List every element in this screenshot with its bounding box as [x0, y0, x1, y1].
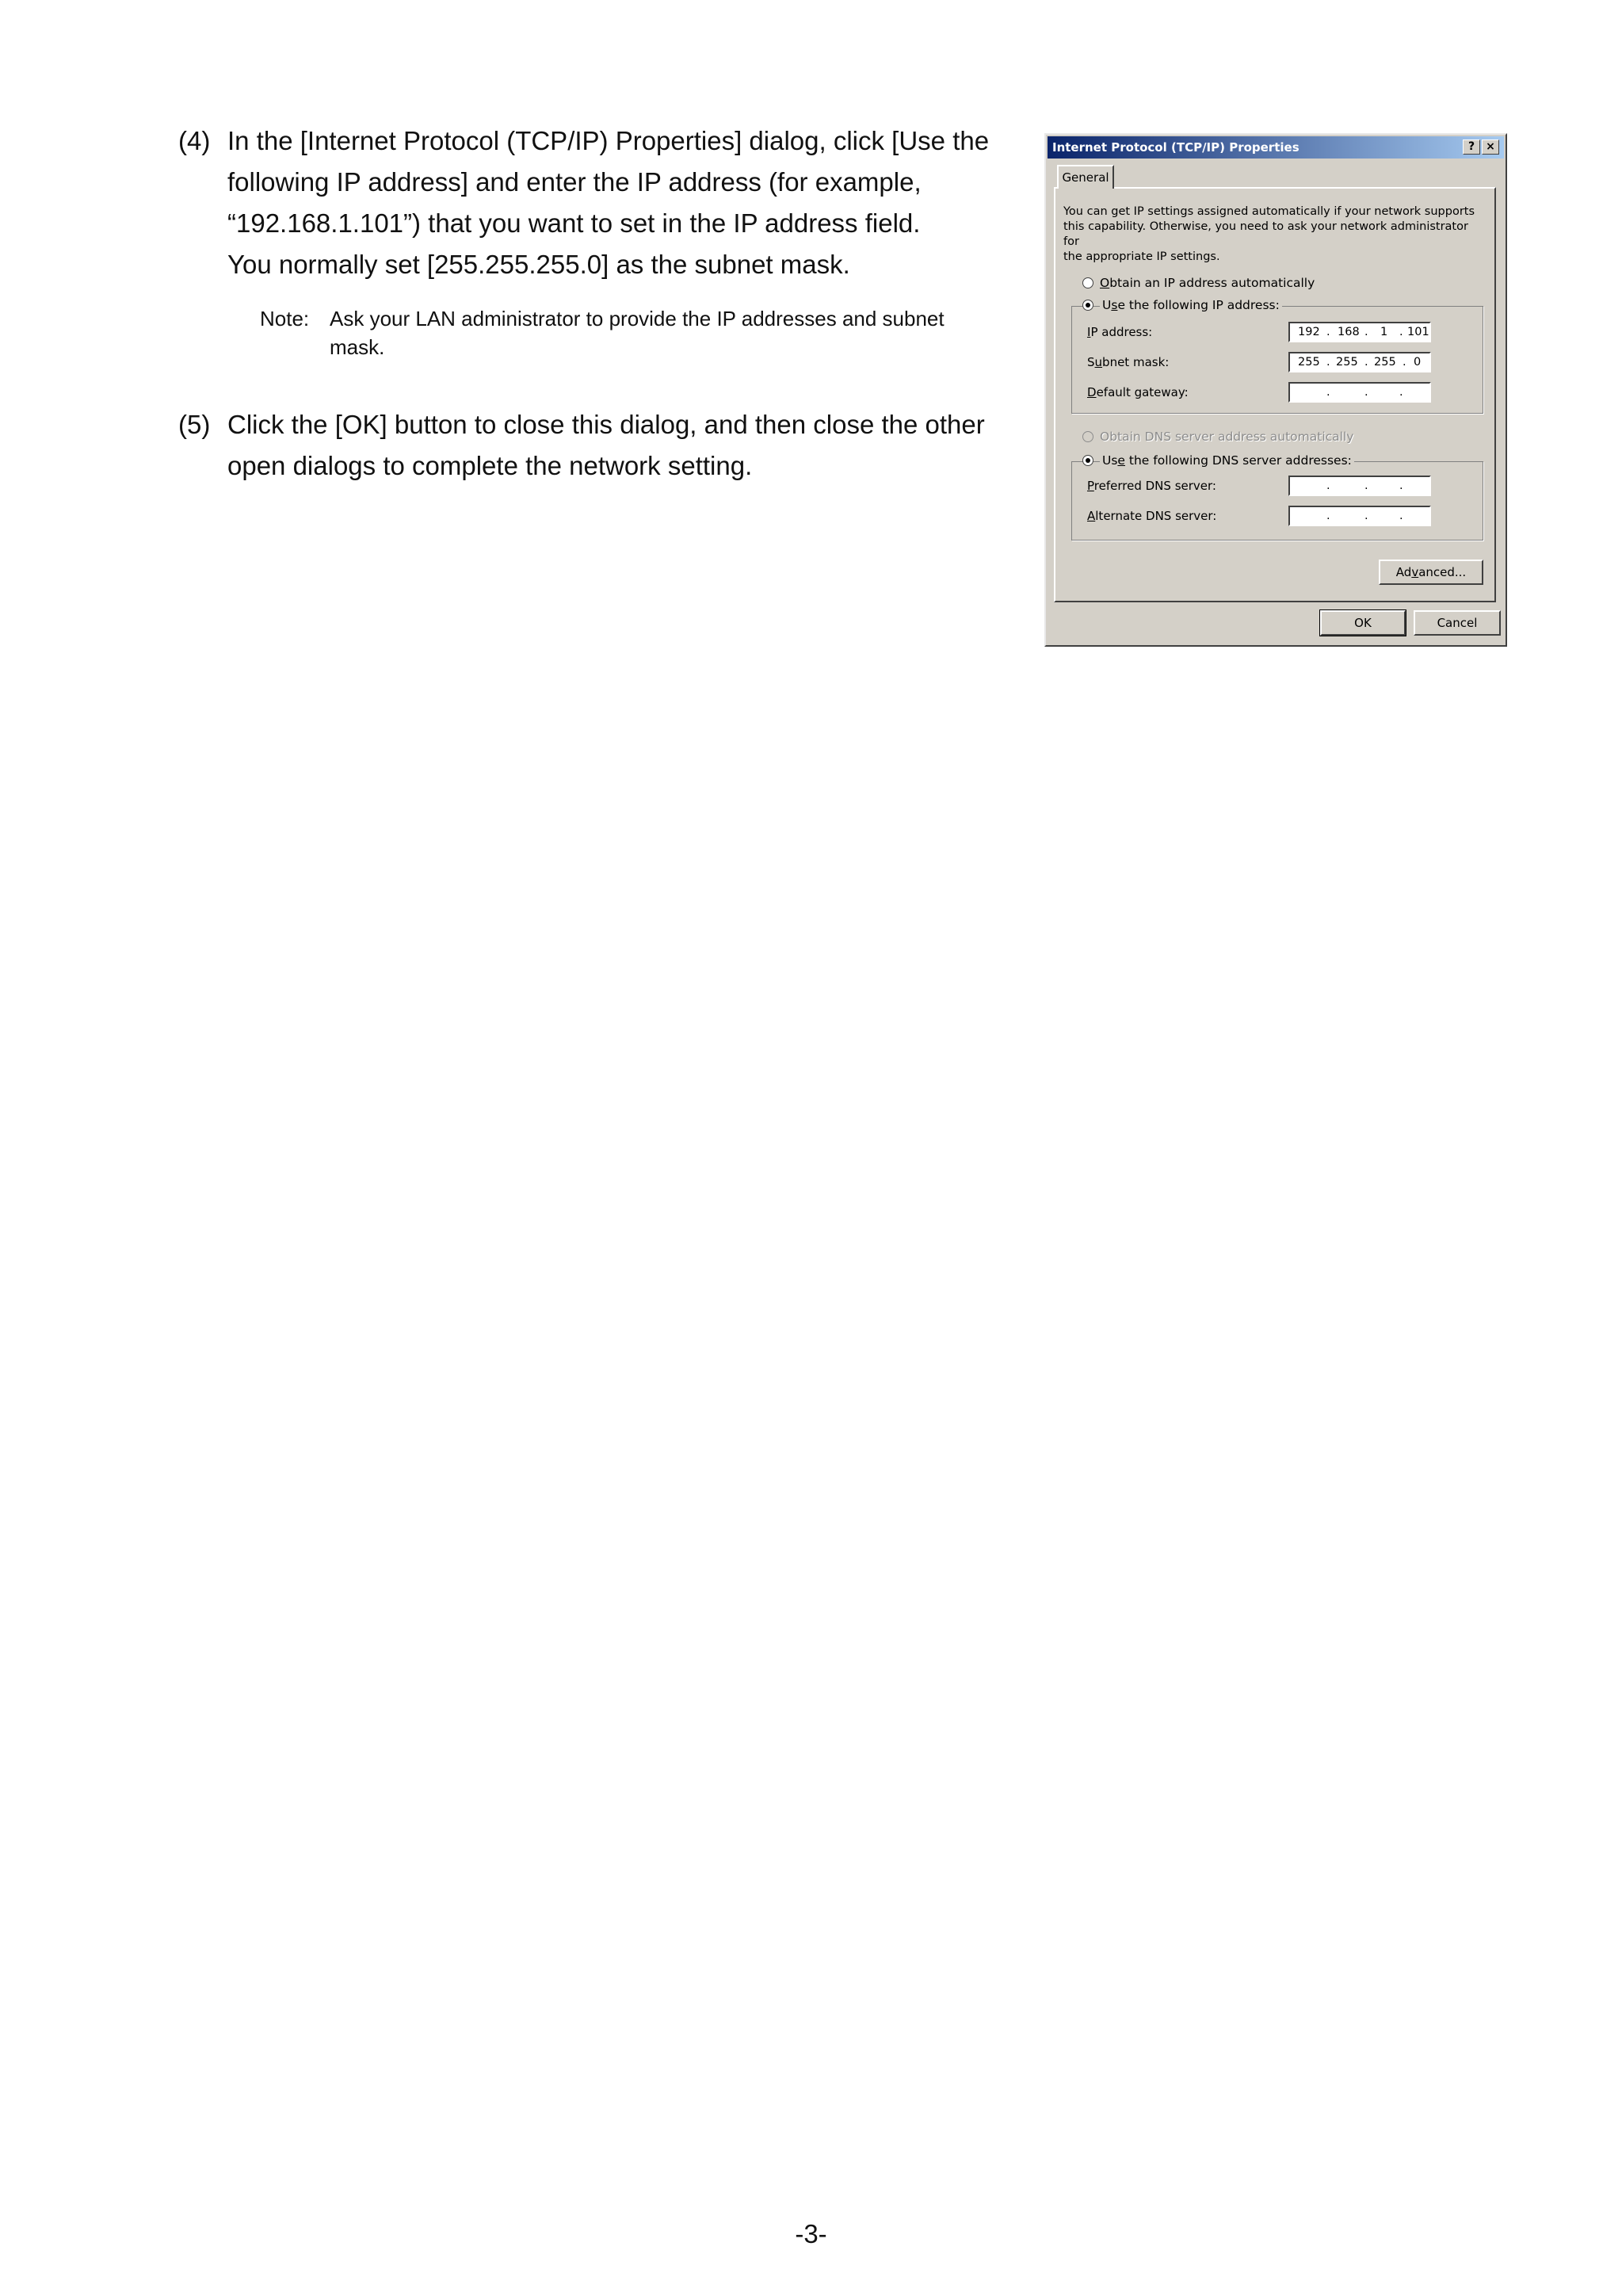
obtain-ip-auto-radio[interactable]	[1082, 274, 1315, 292]
step-4-line: You normally set [255.255.255.0] as the subnet mask.	[227, 250, 850, 279]
alternate-dns-field[interactable]: . . .	[1288, 506, 1431, 526]
dialog-title: Internet Protocol (TCP/IP) Properties	[1052, 140, 1300, 155]
advanced-button[interactable]: Advanced...	[1379, 560, 1483, 585]
obtain-dns-auto-label: Obtain DNS server address automatically	[1100, 430, 1354, 444]
obtain-dns-auto-radio[interactable]	[1082, 428, 1353, 445]
close-icon[interactable]: ×	[1482, 139, 1499, 155]
subnet-mask-label: Subnet mask:	[1087, 355, 1170, 369]
note-label: Note:	[260, 307, 310, 330]
dialog-title-bar	[1048, 136, 1504, 159]
intro-line: You can get IP settings assigned automatically if your network supports	[1063, 205, 1475, 218]
dns-server-group	[1071, 461, 1483, 541]
note-line: mask.	[330, 335, 385, 359]
help-icon[interactable]: ?	[1463, 139, 1480, 155]
subnet-mask-field[interactable]: 255 . 255 . 255 . 0	[1288, 352, 1431, 372]
step-4-line: In the [Internet Protocol (TCP/IP) Properties] dialog, click [Use the	[227, 126, 990, 155]
cancel-button[interactable]: Cancel	[1414, 610, 1501, 636]
step-4-line: following IP address] and enter the IP address (for example,	[227, 167, 922, 197]
step-5-line: Click the [OK] button to close this dialog, and then close the other	[227, 410, 985, 439]
tcpip-properties-dialog	[1044, 133, 1507, 647]
note-text	[330, 304, 1027, 361]
step-5-number: (5)	[178, 410, 211, 439]
preferred-dns-label: Preferred DNS server:	[1087, 479, 1216, 493]
step-4-line: “192.168.1.101”) that you want to set in the IP address field.	[227, 208, 921, 238]
radio-off-icon	[1082, 277, 1093, 288]
step-4-text	[227, 120, 1028, 285]
note-line: Ask your LAN administrator to provide the IP addresses and subnet	[330, 307, 945, 330]
use-following-ip-radio[interactable]	[1082, 296, 1282, 314]
step-5-text	[227, 404, 1028, 487]
use-following-dns-radio[interactable]	[1082, 452, 1354, 469]
obtain-ip-auto-label: Obtain an IP address automatically	[1100, 276, 1315, 290]
radio-selected-icon	[1082, 300, 1093, 311]
radio-selected-icon	[1082, 455, 1093, 466]
ip-address-label: IP address:	[1087, 325, 1153, 339]
default-gateway-field[interactable]: . . .	[1288, 382, 1431, 403]
use-following-ip-label: Use the following IP address:	[1100, 298, 1282, 312]
ip-address-field[interactable]: 192 . 168 . 1 . 101	[1288, 322, 1431, 342]
alternate-dns-label: Alternate DNS server:	[1087, 509, 1217, 523]
dialog-intro-text	[1063, 204, 1475, 265]
radio-disabled-icon	[1082, 431, 1093, 442]
intro-line: this capability. Otherwise, you need to ask your network administrator for	[1063, 220, 1468, 248]
preferred-dns-field[interactable]: . . .	[1288, 476, 1431, 496]
intro-line: the appropriate IP settings.	[1063, 250, 1220, 263]
default-gateway-label: Default gateway:	[1087, 385, 1189, 399]
step-4-number: (4)	[178, 126, 211, 155]
use-following-dns-label: Use the following DNS server addresses:	[1100, 453, 1354, 468]
page-number: -3-	[795, 2219, 827, 2248]
step-5-line: open dialogs to complete the network setting.	[227, 451, 753, 480]
tab-general[interactable]: General	[1057, 165, 1114, 189]
ok-button[interactable]: OK	[1320, 610, 1406, 636]
